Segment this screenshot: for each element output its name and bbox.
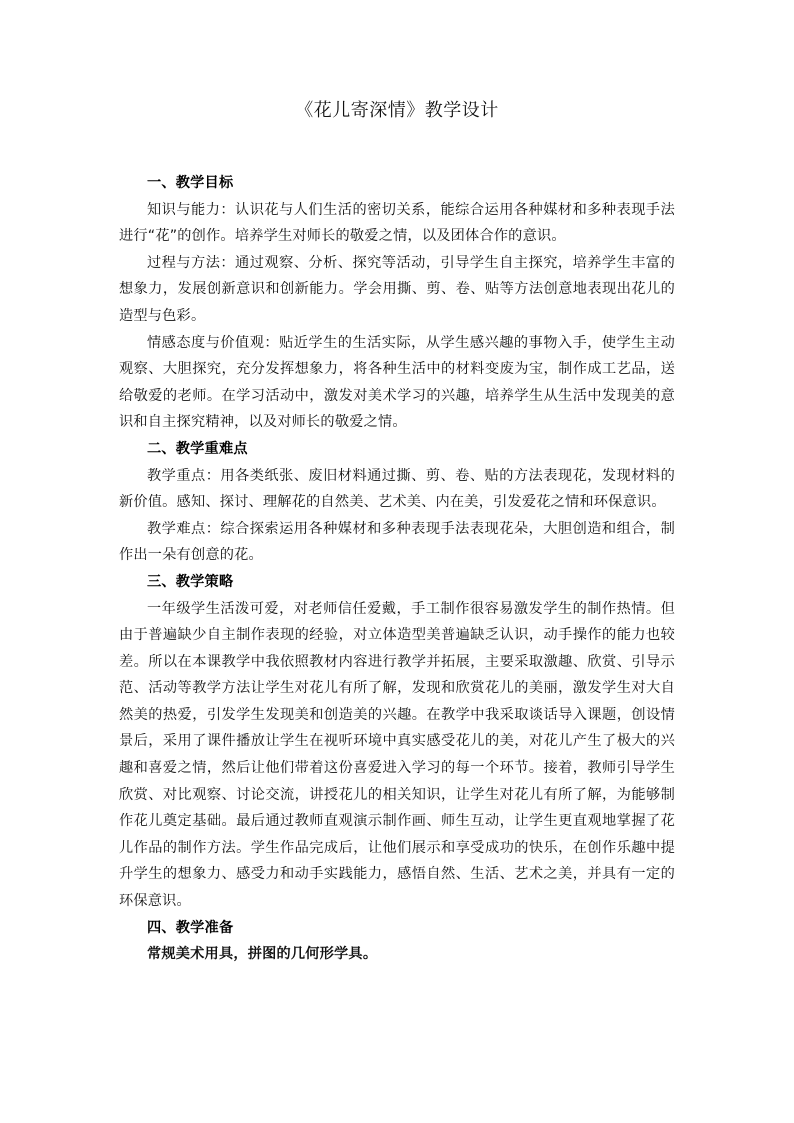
section-heading-objectives: 一、教学目标 — [147, 175, 234, 191]
paragraph-difficulties: 教学难点：综合探索运用各种媒材和多种表现手法表现花朵，大胆创造和组合，制作出一朵有创意的花。 — [119, 520, 675, 564]
section-heading-preparation: 四、教学准备 — [147, 919, 234, 936]
paragraph-process-method: 过程与方法：通过观察、分析、探究等活动，引导学生自主探究，培养学生丰富的想象力，发展创新意识和创新能力。学会用撕、剪、卷、贴等方法创意地表现出花儿的造型与色彩。 — [119, 254, 675, 324]
section-heading-strategy: 三、教学策略 — [147, 573, 234, 590]
paragraph-strategy: 一年级学生活泼可爱，对老师信任爱戴，手工制作很容易激发学生的制作热情。但由于普遍缺少自主制作表现的经验，对立体造型美普遍缺乏认识，动手操作的能力也较差。所以在本课教学中我依照教材内容进行教学并拓展，主要采取激趣、欣赏、引导示范、活动等教学方法让学生对花儿有所了解，发现和欣赏花儿的美丽，激发学生对大自然美的热爱，引发学生发现美和创造美的兴趣。在教学中我采取谈话导入课题，创设情景后，采用了课件播放让学生在视听环境中真实感受花儿的美，对花儿产生了极大的兴趣和喜爱之情，然后让他们带着这份喜爱进入学习的每一个环节。接着，教师引导学生欣赏、对比观察、讨论交流，讲授花儿的相关知识，让学生对花儿有所了解，为能够制作花儿奠定基础。最后通过教师直观演示制作画、师生互动，让学生更直观地掌握了花儿作品的制作方法。学生作品完成后，让他们展示和享受成功的快乐，在创作乐趣中提升学生的想象力、感受力和动手实践能力，感悟自然、生活、艺术之美，并具有一定的环保意识。 — [119, 600, 675, 910]
paragraph-key-points: 教学重点：用各类纸张、废旧材料通过撕、剪、卷、贴的方法表现花，发现材料的新价值。感知、探讨、理解花的自然美、艺术美、内在美，引发爱花之情和环保意识。 — [119, 467, 675, 511]
preparation-text: 常规美术用具，拼图的几何形学具。 — [147, 946, 378, 963]
document-body — [119, 170, 675, 968]
paragraph-emotion-values: 情感态度与价值观：贴近学生的生活实际，从学生感兴趣的事物入手，使学生主动观察、大胆探究，充分发挥想象力，将各种生活中的材料变废为宝，制作成工艺品，送给敬爱的老师。在学习活动中，激发对美术学习的兴趣，培养学生从生活中发现美的意识和自主探究精神，以及对师长的敬爱之情。 — [119, 334, 675, 431]
section-heading-key-difficulties: 二、教学重难点 — [147, 440, 248, 457]
paragraph-knowledge-ability: 知识与能力：认识花与人们生活的密切关系，能综合运用各种媒材和多种表现手法进行“花”的创作。培养学生对师长的敬爱之情，以及团体合作的意识。 — [119, 201, 675, 245]
document-title: 《花儿寄深情》教学设计 — [295, 100, 499, 121]
